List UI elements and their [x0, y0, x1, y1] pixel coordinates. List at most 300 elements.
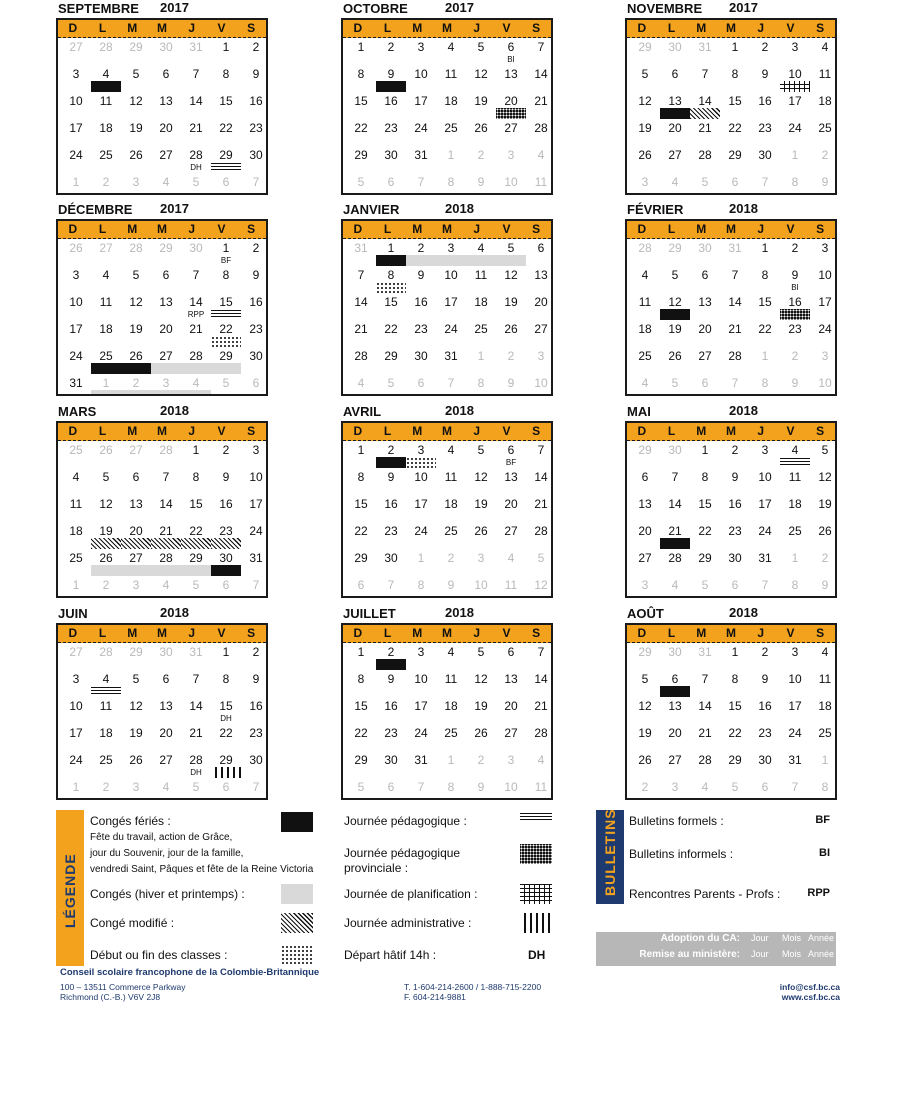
day-number: 9: [417, 268, 425, 282]
day-number: 15: [384, 295, 398, 309]
weekday-label: L: [667, 626, 676, 640]
weekday-label: M: [696, 21, 707, 35]
day-number: 15: [354, 699, 368, 713]
calendar-day: [496, 92, 526, 119]
bulletins-rpp-code: RPP: [807, 887, 830, 899]
month-name: MARS: [58, 404, 97, 419]
day-number: 6: [252, 376, 260, 390]
day-number: 30: [698, 241, 712, 255]
calendar-day: [121, 266, 151, 293]
weekday-label: J: [473, 222, 481, 236]
day-number: 9: [731, 470, 739, 484]
calendar-day: [466, 441, 496, 468]
day-number: 26: [504, 322, 518, 336]
month-juillet: [341, 607, 553, 800]
day-number: 7: [761, 175, 769, 189]
calendar-day-outside: [690, 38, 720, 65]
day-code: BI: [507, 55, 515, 64]
calendar-day: [121, 724, 151, 751]
weekday-label: S: [532, 424, 541, 438]
calendar-day: [241, 670, 268, 697]
calendar-day: [406, 239, 436, 266]
weekday-label: D: [353, 424, 363, 438]
calendar-day: [660, 522, 690, 549]
calendar-day-outside: [810, 576, 837, 598]
calendar-day: [810, 441, 837, 468]
day-number: 11: [474, 268, 488, 282]
day-number: 15: [698, 497, 712, 511]
day-number: 21: [698, 121, 712, 135]
month-name: DÉCEMBRE: [58, 202, 133, 217]
calendar-day: [720, 697, 750, 724]
calendar-day: [810, 266, 837, 293]
weekday-header: [58, 625, 266, 643]
weekday-header: [343, 625, 551, 643]
day-number: 26: [129, 148, 143, 162]
legend-peddb-swatch: [520, 844, 552, 864]
day-number: 2: [222, 443, 230, 457]
day-number: 22: [728, 726, 742, 740]
day-number: 31: [249, 551, 263, 565]
calendar-day: [376, 522, 406, 549]
month-name: AOÛT: [627, 606, 664, 621]
calendar-day: [121, 146, 151, 173]
calendar-day: [810, 468, 837, 495]
calendar-day-outside: [526, 549, 553, 576]
calendar-day: [346, 65, 376, 92]
month-août: [625, 607, 837, 800]
calendar-day: [376, 697, 406, 724]
calendar-day: [720, 670, 750, 697]
day-number: 11: [534, 780, 548, 794]
calendar-day: [466, 724, 496, 751]
day-number: 8: [357, 67, 365, 81]
calendar-day: [61, 549, 91, 576]
weekday-label: L: [383, 21, 392, 35]
calendar-day: [436, 92, 466, 119]
day-number: 3: [641, 578, 649, 592]
day-number: 3: [417, 645, 425, 659]
day-number: 16: [249, 94, 263, 108]
remise-mois[interactable]: Mois: [782, 949, 802, 959]
day-marker-modif: [181, 538, 211, 549]
calendar-day-outside: [690, 374, 720, 396]
calendar-day: [466, 670, 496, 697]
day-number: 7: [731, 268, 739, 282]
calendar-day: [151, 266, 181, 293]
calendar-day: [406, 724, 436, 751]
calendar-day: [496, 266, 526, 293]
day-number: 5: [102, 470, 110, 484]
calendar-day-outside: [436, 549, 466, 576]
day-number: 4: [102, 268, 110, 282]
day-number: 7: [192, 67, 200, 81]
calendar-day-outside: [436, 751, 466, 778]
day-number: 16: [384, 94, 398, 108]
day-number: 10: [444, 268, 458, 282]
calendar-day-outside: [436, 778, 466, 800]
legend-modif-swatch: [281, 913, 313, 933]
day-number: 8: [222, 672, 230, 686]
calendar-day: [526, 65, 553, 92]
day-marker-ped: [211, 162, 241, 173]
calendar-day: [406, 38, 436, 65]
calendar-day: [630, 146, 660, 173]
day-number: 1: [447, 753, 455, 767]
calendar-day-outside: [630, 38, 660, 65]
bulletins-title: BULLETINS: [602, 808, 618, 896]
day-number: 29: [159, 241, 173, 255]
weekday-label: V: [502, 222, 511, 236]
day-number: 3: [641, 175, 649, 189]
calendar-day: [750, 724, 780, 751]
day-number: 16: [758, 699, 772, 713]
day-number: 6: [162, 672, 170, 686]
day-number: 25: [788, 524, 802, 538]
day-number: 11: [444, 672, 458, 686]
day-number: 14: [159, 497, 173, 511]
month-header: [627, 403, 832, 421]
calendar-day: [181, 146, 211, 173]
calendar-day: [241, 92, 268, 119]
month-header: [343, 0, 548, 18]
day-number: 24: [758, 524, 772, 538]
day-number: 22: [219, 726, 233, 740]
day-number: 12: [129, 94, 143, 108]
day-number: 13: [668, 94, 682, 108]
legend-plan-swatch: [520, 884, 552, 904]
weekday-label: D: [353, 626, 363, 640]
day-number: 11: [638, 295, 652, 309]
day-marker-ferie: [121, 363, 151, 374]
calendar-day: [241, 751, 268, 778]
calendar-day: [720, 146, 750, 173]
day-number: 20: [504, 94, 518, 108]
calendar-day: [630, 670, 660, 697]
calendar-day-outside: [690, 643, 720, 670]
day-number: 30: [384, 551, 398, 565]
day-marker-hiver: [151, 363, 181, 374]
calendar-day-outside: [61, 239, 91, 266]
day-number: 10: [504, 780, 518, 794]
month-year: 2018: [729, 605, 758, 620]
day-number: 7: [761, 578, 769, 592]
day-number: 14: [189, 699, 203, 713]
calendar-day: [241, 697, 268, 724]
day-number: 2: [252, 645, 260, 659]
weekday-label: D: [68, 222, 78, 236]
month-grid: [341, 219, 553, 396]
day-number: 14: [534, 672, 548, 686]
day-number: 10: [788, 67, 802, 81]
weekday-label: M: [726, 626, 737, 640]
day-number: 16: [728, 497, 742, 511]
calendar-day: [61, 119, 91, 146]
footer-phone: T. 1-604-214-2600 / 1-888-715-2200: [404, 982, 542, 992]
day-number: 30: [249, 349, 263, 363]
day-number: 31: [414, 753, 428, 767]
day-number: 26: [99, 551, 113, 565]
day-number: 27: [504, 121, 518, 135]
day-number: 30: [219, 551, 233, 565]
day-number: 1: [222, 241, 230, 255]
calendar-day: [436, 522, 466, 549]
day-number: 31: [698, 645, 712, 659]
day-number: 31: [69, 376, 83, 390]
day-number: 17: [414, 699, 428, 713]
day-number: 15: [219, 94, 233, 108]
day-number: 28: [534, 726, 548, 740]
month-grid: [625, 219, 837, 396]
adoption-annee[interactable]: Année: [808, 933, 835, 943]
day-marker-hiver: [151, 390, 181, 396]
day-number: 29: [129, 645, 143, 659]
day-number: 21: [534, 497, 548, 511]
weekday-label: M: [442, 21, 453, 35]
calendar-day: [720, 751, 750, 778]
calendar-day: [496, 239, 526, 266]
day-number: 14: [534, 67, 548, 81]
calendar-day: [690, 119, 720, 146]
calendar-day: [151, 724, 181, 751]
calendar-day-outside: [720, 374, 750, 396]
day-number: 6: [357, 578, 365, 592]
legend-ped-swatch: [520, 812, 552, 832]
calendar-day: [181, 441, 211, 468]
calendar-day: [91, 65, 121, 92]
calendar-day: [241, 266, 268, 293]
calendar-day: [181, 670, 211, 697]
day-number: 7: [252, 175, 260, 189]
month-grid: [56, 623, 268, 800]
day-number: 11: [818, 67, 832, 81]
calendar-day-outside: [780, 576, 810, 598]
day-number: 30: [189, 241, 203, 255]
calendar-day: [750, 119, 780, 146]
legend-ped-label: Journée pédagogique :: [344, 814, 467, 828]
day-number: 30: [159, 40, 173, 54]
day-marker-plan: [780, 81, 810, 92]
calendar-day-outside: [466, 576, 496, 598]
calendar-day: [526, 92, 553, 119]
day-number: 1: [357, 40, 365, 54]
day-number: 1: [192, 443, 200, 457]
legend-debut-swatch: [281, 945, 313, 965]
legend-dh-code: DH: [528, 948, 546, 962]
day-number: 30: [249, 148, 263, 162]
adoption-row: [596, 933, 836, 949]
calendar-day-outside: [810, 751, 837, 778]
calendar-day-outside: [406, 374, 436, 396]
calendar-day: [466, 38, 496, 65]
day-number: 3: [507, 753, 515, 767]
adoption-mois[interactable]: Mois: [782, 933, 802, 943]
calendar-day: [496, 724, 526, 751]
day-marker-hiver: [436, 255, 466, 266]
day-number: 6: [701, 268, 709, 282]
calendar-day-outside: [91, 643, 121, 670]
calendar-day: [810, 239, 837, 266]
day-number: 2: [252, 40, 260, 54]
day-number: 13: [159, 94, 173, 108]
day-marker-hiver: [496, 255, 526, 266]
day-marker-admin: [211, 767, 241, 778]
calendar-day: [61, 347, 91, 374]
weekday-label: S: [816, 21, 825, 35]
calendar-day-outside: [436, 146, 466, 173]
calendar-day-outside: [211, 576, 241, 598]
day-number: 23: [414, 322, 428, 336]
day-number: 4: [72, 470, 80, 484]
day-number: 28: [189, 753, 203, 767]
day-number: 13: [504, 470, 518, 484]
month-header: [627, 201, 832, 219]
day-number: 9: [761, 672, 769, 686]
day-number: 24: [414, 726, 428, 740]
calendar-day: [406, 320, 436, 347]
day-number: 2: [447, 551, 455, 565]
calendar-day-outside: [660, 441, 690, 468]
adoption-jour[interactable]: Jour: [751, 933, 769, 943]
day-number: 29: [354, 148, 368, 162]
day-number: 7: [701, 672, 709, 686]
day-number: 23: [728, 524, 742, 538]
day-number: 1: [72, 780, 80, 794]
calendar-day-outside: [466, 146, 496, 173]
day-number: 1: [791, 551, 799, 565]
day-number: 27: [698, 349, 712, 363]
calendar-day: [241, 495, 268, 522]
month-header: [58, 0, 263, 18]
calendar-day: [436, 441, 466, 468]
month-octobre: [341, 2, 553, 195]
day-number: 20: [668, 121, 682, 135]
calendar-day-outside: [376, 778, 406, 800]
calendar-day: [211, 119, 241, 146]
day-number: 28: [534, 121, 548, 135]
day-number: 26: [474, 121, 488, 135]
day-number: 30: [384, 753, 398, 767]
calendar-day: [466, 92, 496, 119]
weekday-label: V: [786, 222, 795, 236]
calendar-day-outside: [151, 173, 181, 195]
day-number: 7: [417, 780, 425, 794]
month-décembre: [56, 203, 268, 396]
footer-fax: F. 604-214-9881: [404, 992, 466, 1002]
calendar-day-outside: [181, 643, 211, 670]
calendar-day: [720, 119, 750, 146]
day-number: 1: [417, 551, 425, 565]
calendar-day-outside: [151, 778, 181, 800]
legend-modif-label: Congé modifié :: [90, 916, 175, 930]
day-number: 17: [69, 726, 83, 740]
calendar-day-outside: [810, 146, 837, 173]
calendar-day-outside: [690, 239, 720, 266]
day-number: 8: [701, 470, 709, 484]
footer-email[interactable]: info@csf.bc.ca: [779, 982, 840, 992]
calendar-day-outside: [211, 173, 241, 195]
remise-annee[interactable]: Année: [808, 949, 835, 959]
calendar-day: [406, 751, 436, 778]
calendar-day-outside: [121, 643, 151, 670]
day-number: 9: [387, 67, 395, 81]
day-marker-hiver: [181, 390, 211, 396]
day-code: DH: [220, 714, 232, 723]
calendar-day: [121, 65, 151, 92]
day-number: 23: [758, 726, 772, 740]
calendar-day: [496, 643, 526, 670]
calendar-day: [720, 495, 750, 522]
day-number: 24: [818, 322, 832, 336]
calendar-day-outside: [780, 173, 810, 195]
remise-jour[interactable]: Jour: [751, 949, 769, 959]
calendar-day: [810, 697, 837, 724]
adoption-box: [596, 932, 836, 966]
day-number: 30: [249, 753, 263, 767]
calendar-day-outside: [630, 643, 660, 670]
calendar-day: [526, 38, 553, 65]
day-number: 9: [222, 470, 230, 484]
day-number: 29: [638, 645, 652, 659]
day-number: 30: [728, 551, 742, 565]
calendar-day: [211, 522, 241, 549]
day-number: 15: [219, 295, 233, 309]
calendar-day: [181, 65, 211, 92]
day-number: 1: [447, 148, 455, 162]
calendar-day: [181, 347, 211, 374]
calendar-day: [346, 522, 376, 549]
day-number: 8: [447, 780, 455, 794]
legend-plan-label: Journée de planification :: [344, 887, 478, 901]
calendar-day: [630, 92, 660, 119]
day-number: 3: [252, 443, 260, 457]
calendar-day-outside: [61, 441, 91, 468]
day-number: 5: [357, 780, 365, 794]
calendar-day: [346, 441, 376, 468]
day-number: 4: [447, 443, 455, 457]
calendar-day: [630, 495, 660, 522]
day-number: 26: [638, 753, 652, 767]
calendar-day: [720, 468, 750, 495]
weekday-label: L: [383, 626, 392, 640]
bulletins-formels-label: Bulletins formels :: [629, 814, 724, 828]
calendar-day: [750, 670, 780, 697]
calendar-day: [436, 468, 466, 495]
calendar-day: [630, 293, 660, 320]
day-number: 9: [477, 780, 485, 794]
calendar-day: [151, 92, 181, 119]
calendar-day: [526, 441, 553, 468]
calendar-day: [630, 697, 660, 724]
calendar-day: [91, 495, 121, 522]
day-number: 26: [668, 349, 682, 363]
calendar-day: [660, 468, 690, 495]
day-number: 7: [192, 268, 200, 282]
calendar-day: [376, 441, 406, 468]
day-number: 28: [668, 551, 682, 565]
calendar-day: [660, 724, 690, 751]
footer-address-2: Richmond (C.-B.) V6V 2J8: [60, 992, 161, 1002]
calendar-day-outside: [151, 374, 181, 396]
calendar-day-outside: [406, 549, 436, 576]
day-number: 21: [189, 726, 203, 740]
footer-website[interactable]: www.csf.bc.ca: [781, 992, 840, 1002]
day-number: 10: [69, 295, 83, 309]
weekday-label: M: [442, 222, 453, 236]
calendar-day: [750, 549, 780, 576]
day-number: 19: [474, 497, 488, 511]
calendar-day: [181, 468, 211, 495]
